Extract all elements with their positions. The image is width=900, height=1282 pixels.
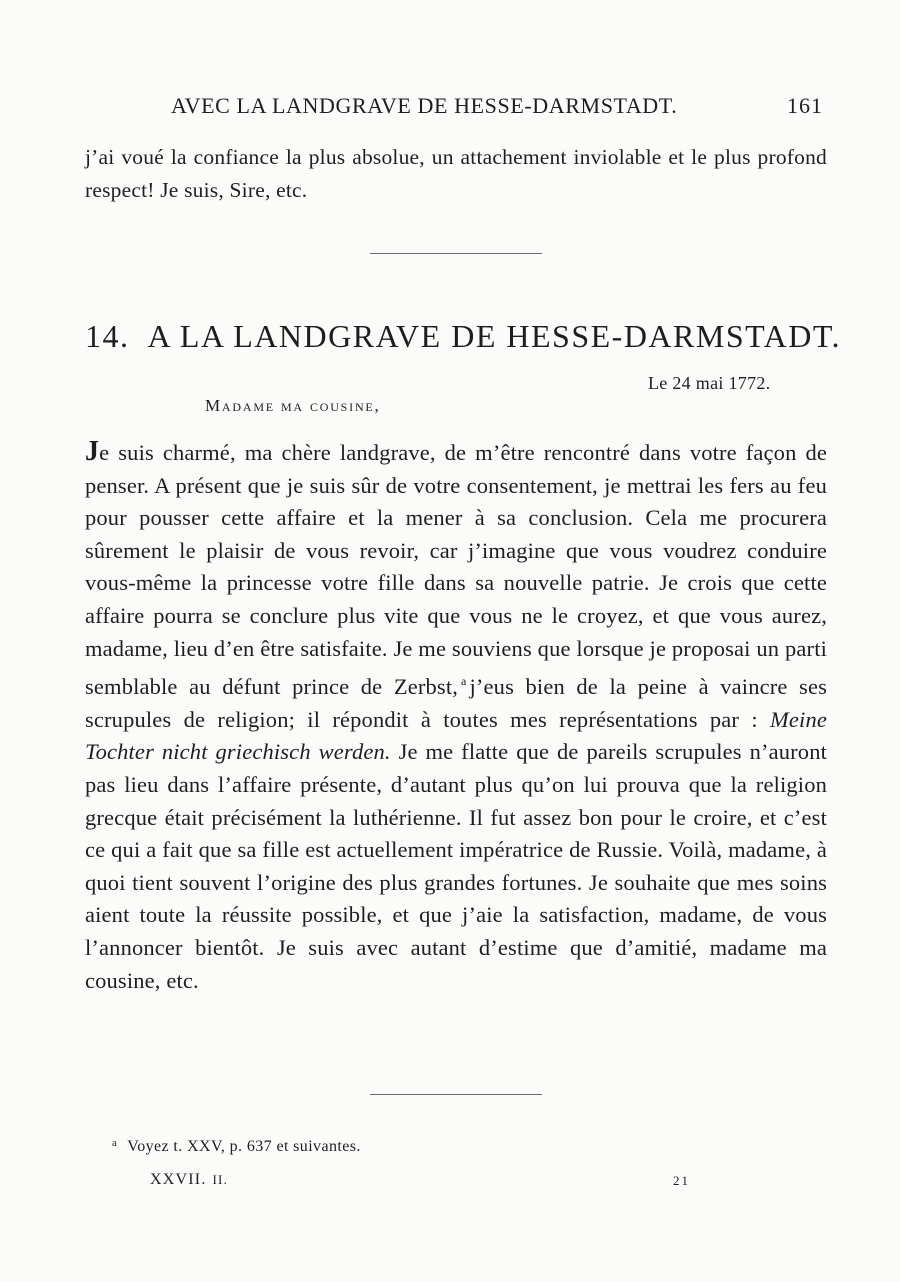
sheet-number: 21 xyxy=(673,1173,690,1188)
footnote-marker: a xyxy=(112,1137,118,1149)
carryover-paragraph xyxy=(85,141,827,206)
printer-signature xyxy=(150,1171,228,1189)
letter-heading xyxy=(85,318,841,355)
salutation: Madame ma cousine, xyxy=(205,396,381,415)
section-divider-top xyxy=(370,253,542,254)
letter-title: A LA LANDGRAVE DE HESSE-DARMSTADT. xyxy=(147,318,841,354)
body-text-part2: j’eus bien de la peine à vaincre ses scrupules de religion; il répondit à toutes mes représentations par : xyxy=(85,674,828,732)
footnote-text: Voyez t. XXV, p. 637 et suivantes. xyxy=(127,1138,361,1155)
signature-volume: XXVII. xyxy=(150,1171,207,1188)
body-text-part1: e suis charmé, ma chère landgrave, de m’être rencontré dans votre façon de penser. A présent que je suis sûr de votre consentement, je mettrai les fers au feu pour pousser cette affaire et la mener à sa conclusion. Cela me procurera sûrement le plaisir de vous revoir, car j’imagine que vous voudrez conduire vous-même la princesse votre fille dans sa nouvelle patrie. Je crois que cette affaire pourra se conclure plus vite que vous ne le croyez, et que vous aurez, madame, lieu d’en être satisfaite. Je me souviens que lorsque je proposai un parti semblable au défunt prince de Zerbst, xyxy=(85,440,827,700)
body-text-part3: Je me flatte que de pareils scrupules n’auront pas lieu dans l’affaire présente, d’autant plus qu’on lui prouva que la religion grecque était précisément la luthérienne. Il fut assez bon pour le croire, et c’est ce qui a fait que sa fille est actuellement impératrice de Russie. Voilà, madame, à quoi tient souvent l’origine des plus grandes fortunes. Je souhaite que mes soins aient toute la réussite possible, et que j’aie la satisfaction, madame, de vous l’annoncer bientôt. Je suis avec autant d’estime que d’amitié, madame ma cousine, etc. xyxy=(85,739,827,993)
footnote xyxy=(112,1137,361,1156)
footnote-reference: a xyxy=(461,674,467,689)
letter-date: Le 24 mai 1772. xyxy=(648,373,771,393)
german-quote: Meine Tochter nicht griechisch werden. xyxy=(85,706,827,765)
carryover-text: j’ai voué la confiance la plus absolue, un attachement inviolable et le plus profond respect! Je suis, Sire, etc. xyxy=(85,145,827,202)
running-head-title: AVEC LA LANDGRAVE DE HESSE-DARMSTADT. xyxy=(171,93,678,118)
section-divider-bottom xyxy=(370,1094,542,1095)
letter-number: 14. xyxy=(85,318,130,354)
signature-part: II. xyxy=(212,1172,229,1187)
running-head xyxy=(85,93,827,127)
letter-body-paragraph xyxy=(85,436,827,997)
page-number: 161 xyxy=(787,93,823,118)
letter-body xyxy=(85,436,827,997)
drop-cap: J xyxy=(85,436,100,467)
